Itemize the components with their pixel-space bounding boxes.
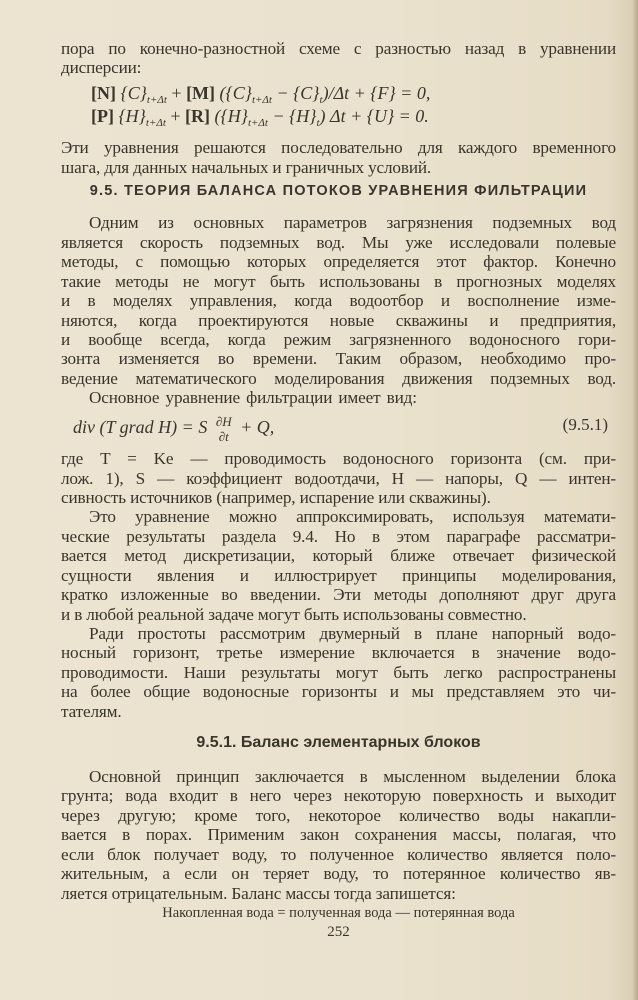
text-line: тателям. xyxy=(61,701,122,721)
vector-c: − {C} xyxy=(271,83,320,104)
text-line: Ради простоты рассмотрим двумерный в плане напорный водо- xyxy=(89,623,616,643)
text-line: шага, для данных начальных и граничных условий. xyxy=(61,157,432,177)
equation-dispersion xyxy=(91,83,430,106)
balance-equation: Накопленная вода = полученная вода — потерянная вода xyxy=(162,904,515,921)
text-line: жительным, а если он теряет воду, то потерянное количество яв- xyxy=(61,864,616,884)
text-line: зонта изменяется во времени. Таким образом, необходимо про- xyxy=(61,349,616,369)
text-line: пора по конечно-разностной схеме с разностью назад в уравнении xyxy=(61,38,616,58)
matrix-n: [N] xyxy=(91,83,116,104)
text-line: такие методы не могут быть использованы в прогнозных моделях xyxy=(61,271,616,291)
text-line: кратко изложенные во введении. Эти методы дополняют друг друга xyxy=(61,585,616,605)
operator: + xyxy=(166,83,187,104)
equation-filtration xyxy=(73,410,274,444)
text-line: и в любой реальной задаче могут быть использованы совместно. xyxy=(61,604,527,624)
text-line: ческие результаты раздела 9.4. Но в этом параграфе рассматри- xyxy=(61,526,616,546)
text-line: Эти уравнения решаются последовательно для каждого временного xyxy=(61,138,616,158)
text-line: через другую; кроме того, некоторое количество воды накапли- xyxy=(61,805,616,825)
subscript: t+Δt xyxy=(251,94,272,107)
subscript: t+Δt xyxy=(247,117,268,130)
text-line: вается в порах. Применим закон сохранения массы, полагая, что xyxy=(61,825,616,845)
matrix-m: [M] xyxy=(186,83,216,104)
matrix-p: [P] xyxy=(91,106,114,127)
text-line: ляется отрицательным. Баланс массы тогда запишется: xyxy=(61,883,456,903)
text-line: носный горизонт, третье измерение включается в значение водо- xyxy=(61,643,616,663)
text-line: и вообще всегда, когда режим загрязненного водоносного гори- xyxy=(61,329,616,349)
subscript: t xyxy=(316,117,320,130)
text-line: грунта; вода входит в него через некоторую поверхность и выходит xyxy=(61,786,616,806)
text-line: Одним из основных параметров загрязнения подземных вод xyxy=(89,213,616,233)
vector-h: − {H} xyxy=(267,106,317,127)
equation-left: div (T grad H) = S xyxy=(73,417,208,438)
matrix-r: [R] xyxy=(185,106,211,127)
text-line: няются, когда проектируются новые скважины и предприятия, xyxy=(61,310,616,330)
text-line: Это уравнение можно аппроксимировать, используя математи- xyxy=(89,507,616,527)
text-line: где T = Ke — проводимость водоносного горизонта (см. при- xyxy=(61,449,616,469)
partial-derivative xyxy=(216,414,232,444)
text-line: сивность источников (например, испарение или скважины). xyxy=(61,488,491,507)
text-line: Основной принцип заключается в мысленном выделении блока xyxy=(89,767,616,787)
text-line: и в моделях управления, когда водоотбор и восполнение изме- xyxy=(61,291,616,311)
text-line: если блок получает воду, то полученное количество является поло- xyxy=(61,844,616,864)
section-heading: 9.5. ТЕОРИЯ БАЛАНСА ПОТОКОВ УРАВНЕНИЯ ФИЛЬТРАЦИИ xyxy=(89,183,588,200)
text-line: Основное уравнение фильтрации имеет вид: xyxy=(89,388,417,408)
text-line: на более общие водоносные горизонты и мы представляем это чи- xyxy=(61,682,616,702)
text-line: является скорость подземных вод. Мы уже исследовали полевые xyxy=(61,232,616,252)
text-line: лож. 1), S — коэффициент водоотдачи, H — напоры, Q — интен- xyxy=(61,468,616,488)
text-line: ведение математического моделирования движения подземных вод. xyxy=(61,368,616,388)
page-number: 252 xyxy=(327,924,350,941)
vector-c: {C} xyxy=(116,83,147,104)
subsection-heading: 9.5.1. Баланс элементарных блоков xyxy=(196,734,481,752)
equation-tail: ) Δt + {U} = 0. xyxy=(319,106,429,127)
subscript: t+Δt xyxy=(145,117,166,130)
text-line: сущности явления и иллюстрирует принципы моделирования, xyxy=(61,565,616,585)
vector-h: {H} xyxy=(113,106,146,127)
equation-flow xyxy=(91,106,429,129)
equation-number: (9.5.1) xyxy=(562,415,608,435)
vector-c: ({C} xyxy=(215,83,252,104)
text-line: дисперсии: xyxy=(61,57,142,77)
text-line: проводимости. Наши результаты могут быть легко распространены xyxy=(61,662,616,682)
page-edge-shadow xyxy=(632,0,638,1000)
fraction-denominator: ∂t xyxy=(218,429,229,445)
equation-tail: )/Δt + {F} = 0, xyxy=(322,83,431,104)
text-line: вается метод дискретизации, который ближе отвечает физической xyxy=(61,546,616,566)
operator: + xyxy=(165,106,186,127)
text-line: методы, с помощью которых определяется этот фактор. Конечно xyxy=(61,252,616,272)
subscript: t+Δt xyxy=(146,94,167,107)
subscript: t xyxy=(319,94,323,107)
equation-right: + Q, xyxy=(240,417,275,438)
fraction-numerator: ∂H xyxy=(215,414,232,430)
vector-h: ({H} xyxy=(210,106,248,127)
